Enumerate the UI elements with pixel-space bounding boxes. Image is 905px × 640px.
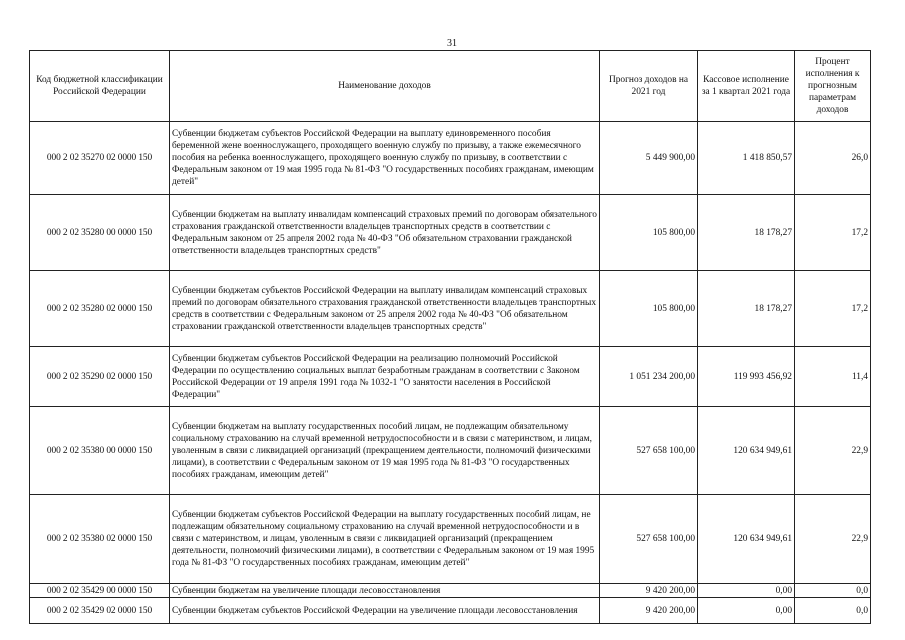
header-forecast: Прогноз доходов на 2021 год bbox=[600, 51, 698, 122]
cell-name: Субвенции бюджетам субъектов Российской Федерации на выплату инвалидам компенсаций страховых премий по договорам обязательного страхования гражданской ответственности владельцев транспортных средств в соответствии с Федеральным законом от 25 апреля 2002 года № 40-ФЗ "Об обязательном страховании гражданской ответственности владельцев транспортных средств" bbox=[170, 271, 600, 347]
cell-percent: 0,0 bbox=[795, 598, 871, 624]
cell-code: 000 2 02 35429 02 0000 150 bbox=[30, 598, 170, 624]
cell-forecast: 527 658 100,00 bbox=[600, 407, 698, 495]
cell-name: Субвенции бюджетам на выплату государственных пособий лицам, не подлежащим обязательному социальному страхованию на случай временной нетрудоспособности и в связи с материнством, и лицам, уволенным в связи с ликвидацией организаций (прекращением деятельности, полномочий физическими лицами), в соответствии с Федеральным законом от 19 мая 1995 года № 81-ФЗ "О государственных пособиях гражданам, имеющим детей" bbox=[170, 407, 600, 495]
table-row bbox=[30, 347, 871, 407]
cell-cash: 119 993 456,92 bbox=[698, 347, 795, 407]
header-code: Код бюджетной классификации Российской Федерации bbox=[30, 51, 170, 122]
cell-percent: 22,9 bbox=[795, 495, 871, 584]
cell-code: 000 2 02 35429 00 0000 150 bbox=[30, 584, 170, 598]
cell-name: Субвенции бюджетам субъектов Российской Федерации на увеличение площади лесовосстановления bbox=[170, 598, 600, 624]
cell-name: Субвенции бюджетам субъектов Российской Федерации на выплату единовременного пособия беременной жене военнослужащего, проходящего военную службу по призыву, а также ежемесячного пособия на ребенка военнослужащего, проходящего военную службу по призыву, в соответствии с Федеральным законом от 19 мая 1995 года № 81-ФЗ "О государственных пособиях гражданам, имеющим детей" bbox=[170, 122, 600, 195]
cell-name: Субвенции бюджетам субъектов Российской Федерации на реализацию полномочий Российской Федерации по осуществлению социальных выплат безработным гражданам в соответствии с Законом Российской Федерации от 19 апреля 1991 года № 1032-1 "О занятости населения в Российской Федерации" bbox=[170, 347, 600, 407]
table-row bbox=[30, 271, 871, 347]
cell-cash: 1 418 850,57 bbox=[698, 122, 795, 195]
cell-forecast: 105 800,00 bbox=[600, 271, 698, 347]
cell-percent: 17,2 bbox=[795, 271, 871, 347]
header-percent: Процент исполнения к прогнозным параметрам доходов bbox=[795, 51, 871, 122]
table-row bbox=[30, 122, 871, 195]
cell-name: Субвенции бюджетам на увеличение площади лесовосстановления bbox=[170, 584, 600, 598]
cell-code: 000 2 02 35270 02 0000 150 bbox=[30, 122, 170, 195]
cell-cash: 18 178,27 bbox=[698, 195, 795, 271]
table-row bbox=[30, 407, 871, 495]
cell-percent: 17,2 bbox=[795, 195, 871, 271]
table-row bbox=[30, 598, 871, 624]
header-name: Наименование доходов bbox=[170, 51, 600, 122]
table-header-row bbox=[30, 51, 871, 122]
header-cash: Кассовое исполнение за 1 квартал 2021 года bbox=[698, 51, 795, 122]
cell-forecast: 527 658 100,00 bbox=[600, 495, 698, 584]
cell-percent: 11,4 bbox=[795, 347, 871, 407]
cell-percent: 0,0 bbox=[795, 584, 871, 598]
cell-cash: 0,00 bbox=[698, 598, 795, 624]
cell-cash: 120 634 949,61 bbox=[698, 407, 795, 495]
cell-code: 000 2 02 35380 00 0000 150 bbox=[30, 407, 170, 495]
cell-code: 000 2 02 35280 02 0000 150 bbox=[30, 271, 170, 347]
cell-cash: 120 634 949,61 bbox=[698, 495, 795, 584]
cell-forecast: 9 420 200,00 bbox=[600, 598, 698, 624]
cell-cash: 18 178,27 bbox=[698, 271, 795, 347]
cell-name: Субвенции бюджетам на выплату инвалидам компенсаций страховых премий по договорам обязательного страхования гражданской ответственности владельцев транспортных средств в соответствии с Федеральным законом от 25 апреля 2002 года № 40-ФЗ "Об обязательном страховании гражданской ответственности владельцев транспортных средств" bbox=[170, 195, 600, 271]
cell-code: 000 2 02 35290 02 0000 150 bbox=[30, 347, 170, 407]
revenue-table bbox=[29, 50, 871, 624]
cell-forecast: 5 449 900,00 bbox=[600, 122, 698, 195]
cell-percent: 26,0 bbox=[795, 122, 871, 195]
cell-code: 000 2 02 35280 00 0000 150 bbox=[30, 195, 170, 271]
cell-percent: 22,9 bbox=[795, 407, 871, 495]
cell-code: 000 2 02 35380 02 0000 150 bbox=[30, 495, 170, 584]
page-number: 31 bbox=[447, 38, 457, 49]
cell-name: Субвенции бюджетам субъектов Российской Федерации на выплату государственных пособий лицам, не подлежащим обязательному социальному страхованию на случай временной нетрудоспособности и в связи с материнством, и лицам, уволенным в связи с ликвидацией организаций (прекращением деятельности, полномочий физическими лицами), в соответствии с Федеральным законом от 19 мая 1995 года № 81-ФЗ "О государственных пособиях гражданам, имеющим детей" bbox=[170, 495, 600, 584]
cell-cash: 0,00 bbox=[698, 584, 795, 598]
cell-forecast: 9 420 200,00 bbox=[600, 584, 698, 598]
table-row bbox=[30, 495, 871, 584]
cell-forecast: 1 051 234 200,00 bbox=[600, 347, 698, 407]
table-row bbox=[30, 584, 871, 598]
cell-forecast: 105 800,00 bbox=[600, 195, 698, 271]
table-row bbox=[30, 195, 871, 271]
